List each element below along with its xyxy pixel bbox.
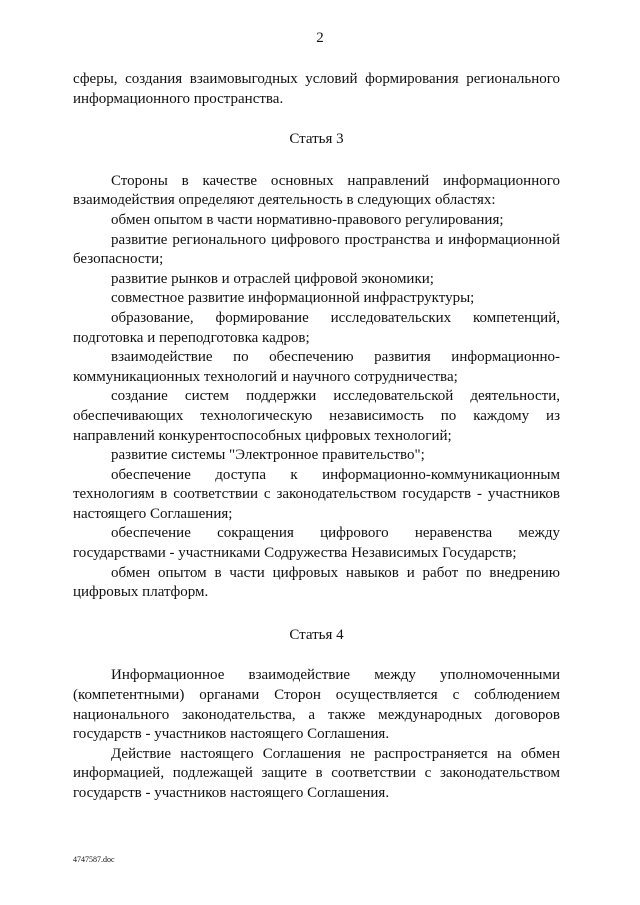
- article-3-paragraph: создание систем поддержки исследовательской деятельности, обеспечивающих технологическую независимость по каждому из направлений конкурентоспособных цифровых технологий;: [73, 388, 560, 444]
- article-3-paragraph: обеспечение доступа к информационно-коммуникационным технологиям в соответствии с законодательством государств - участников настоящего Соглашения;: [73, 466, 560, 522]
- file-name-footer: 4747587.doc: [73, 855, 115, 864]
- article-3-paragraph: обмен опытом в части цифровых навыков и работ по внедрению цифровых платформ.: [73, 564, 560, 601]
- article-4-paragraph: Информационное взаимодействие между уполномоченными (компетентными) органами Сторон осуществляется с соблюдением национального законодательства, а также международных договоров государств - участников настоящего Соглашения.: [73, 667, 560, 743]
- article-3-paragraph: Стороны в качестве основных направлений информационного взаимодействия определяют деятельность в следующих областях:: [73, 172, 560, 209]
- intro-paragraph: сферы, создания взаимовыгодных условий формирования регионального информационного пространства.: [73, 71, 560, 107]
- page-number: 2: [316, 30, 324, 46]
- article-3-paragraph: развитие системы "Электронное правительство";: [111, 447, 425, 464]
- article-4-paragraph: Действие настоящего Соглашения не распространяется на обмен информацией, подлежащей защите в соответствии с законодательством государств - участников настоящего Соглашения.: [73, 745, 560, 801]
- article-3-paragraph: образование, формирование исследовательских компетенций, подготовка и переподготовка кадров;: [73, 309, 560, 346]
- article-3-paragraph: обеспечение сокращения цифрового неравенства между государствами - участниками Содружества Независимых Государств;: [73, 525, 560, 562]
- article-3-paragraph: взаимодействие по обеспечению развития информационно-коммуникационных технологий и научного сотрудничества;: [73, 349, 560, 385]
- document-body: [73, 70, 560, 804]
- article-3-paragraph: развитие рынков и отраслей цифровой экономики;: [111, 270, 434, 287]
- article-3-paragraph: совместное развитие информационной инфраструктуры;: [111, 290, 475, 307]
- article-4-heading: Статья 4: [289, 626, 344, 643]
- article-3-paragraph: обмен опытом в части нормативно-правового регулирования;: [111, 211, 504, 228]
- article-3-paragraph: развитие регионального цифрового пространства и информационной безопасности;: [73, 231, 560, 268]
- article-3-heading: Статья 3: [289, 131, 344, 148]
